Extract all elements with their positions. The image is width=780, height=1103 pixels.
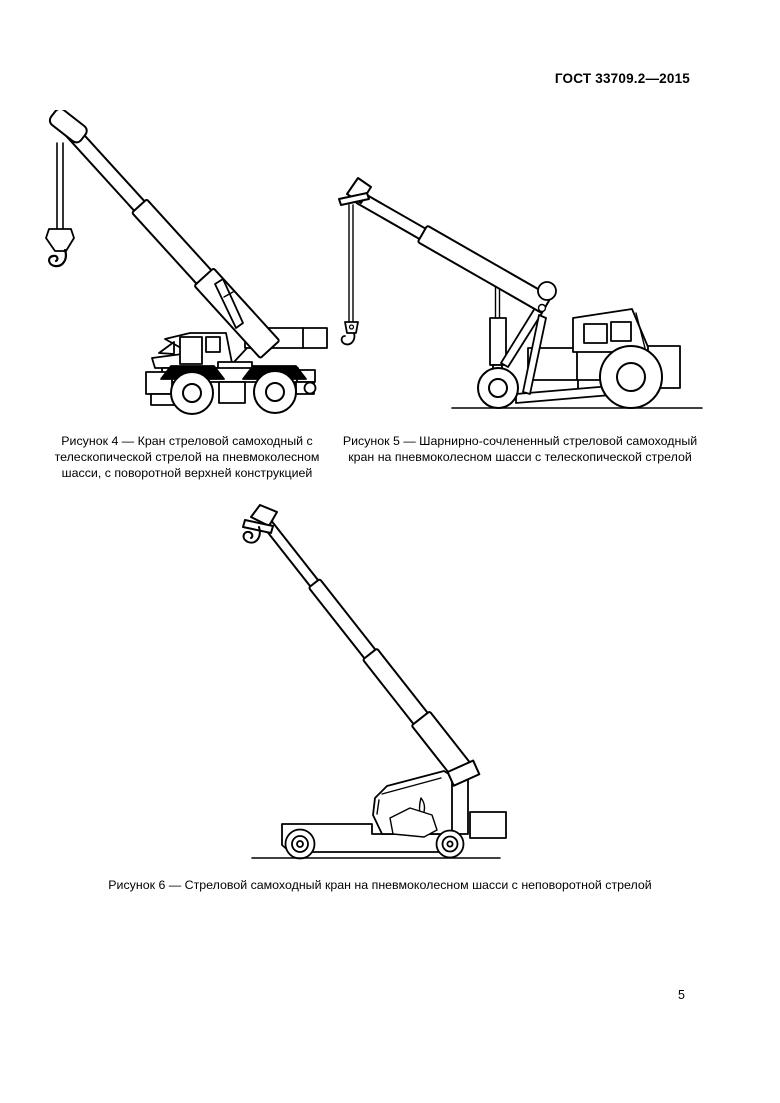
operator-cab [373, 771, 452, 837]
pulley-ball [538, 282, 556, 300]
operator-cab [152, 333, 252, 369]
figure-4-crane-drawing [40, 110, 340, 420]
caption-line: телескопической стрелой на пневмоколесном [54, 450, 320, 464]
hook-cable [57, 143, 63, 229]
figure-5-svg [330, 158, 710, 418]
hook-block [46, 229, 74, 266]
telescopic-boom [47, 110, 279, 358]
hook-icon [342, 333, 355, 344]
figure-6-crane-drawing [230, 500, 510, 868]
figure-5-crane-drawing [330, 158, 710, 418]
figure-4-svg [40, 110, 340, 420]
figure-4-caption [44, 433, 330, 481]
caption-line: кран на пневмоколесном шасси с телескопической стрелой [348, 450, 692, 464]
standard-code: ГОСТ 33709.2—2015 [554, 71, 690, 86]
caption-line: шасси, с поворотной верхней конструкцией [61, 466, 313, 480]
hook-icon [49, 250, 66, 266]
figure-6-svg [230, 500, 510, 868]
caption-line: Рисунок 5 — Шарнирно-сочлененный стреловой самоходный [342, 434, 698, 448]
figure-5-caption [338, 433, 702, 465]
hook-block [342, 322, 358, 344]
figure-6-caption [30, 877, 730, 893]
telescopic-boom [339, 178, 551, 313]
caption-line: Рисунок 6 — Стреловой самоходный кран на пневмоколесном шасси с неповоротной стрелой [108, 878, 652, 892]
caption-line: Рисунок 4 — Кран стреловой самоходный с [61, 434, 313, 448]
page-number: 5 [678, 988, 685, 1002]
telescopic-boom [243, 505, 482, 791]
hook-cable [349, 205, 353, 322]
